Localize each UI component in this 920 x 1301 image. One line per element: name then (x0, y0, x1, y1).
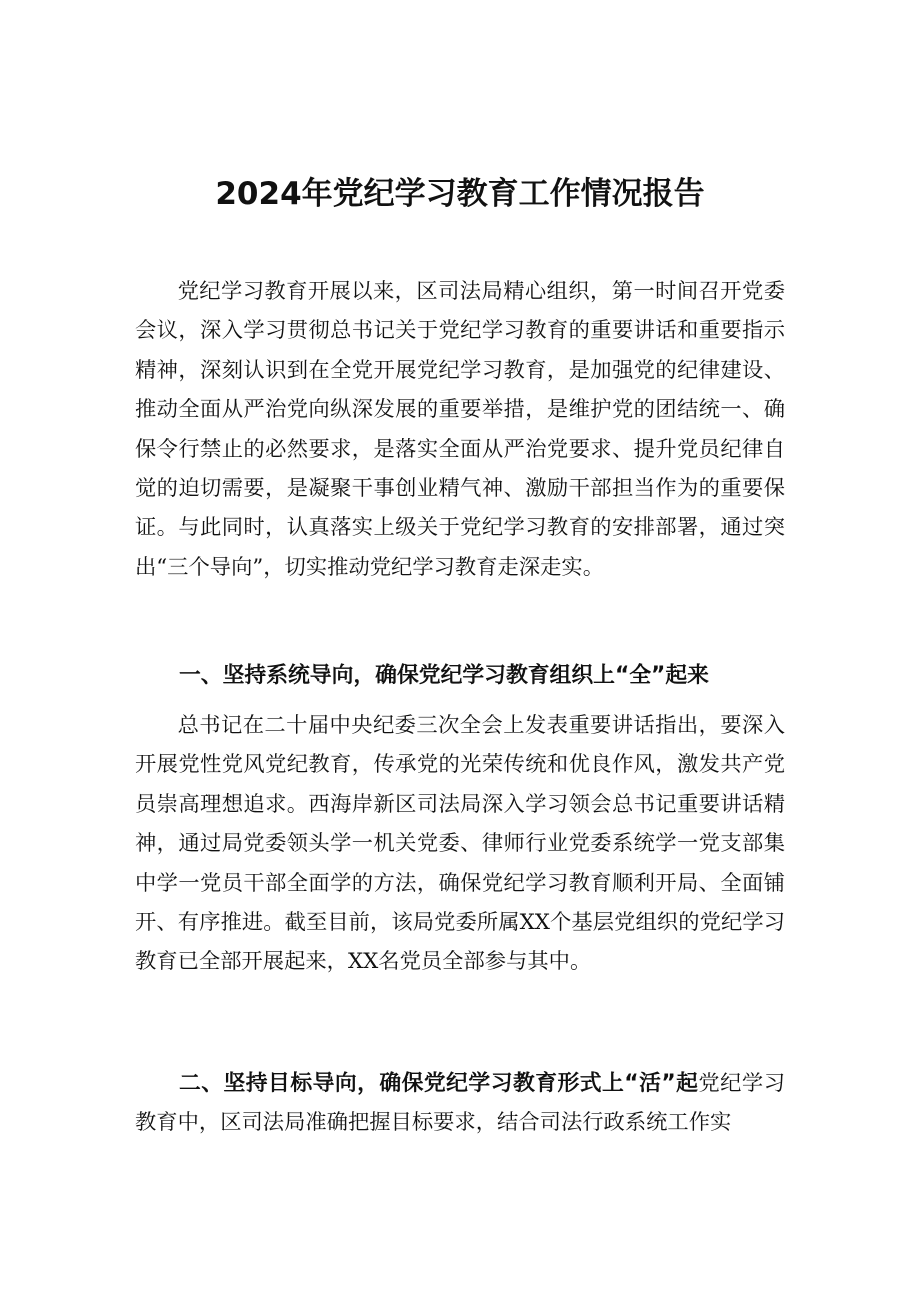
paragraph-section-2 (135, 1064, 785, 1143)
section-heading-1: 一、坚持系统导向，确保党纪学习教育组织上“全”起来 (179, 663, 709, 688)
document-title: 2024年党纪学习教育工作情况报告 (215, 176, 705, 212)
paragraph-section-1: 总书记在二十届中央纪委三次全会上发表重要讲话指出，要深入开展党性党风党纪教育，传承党的光荣传统和优良作风，激发共产党员崇高理想追求。西海岸新区司法局深入学习领会总书记重要讲话精神，通过局党委领头学一机关党委、律师行业党委系统学一党支部集中学一党员干部全面学的方法，确保党纪学习教育顺利开局、全面铺开、有序推进。截至目前，该局党委所属XX个基层党组织的党纪学习教育已全部开展起来，XX名党员全部参与其中。 (135, 713, 785, 975)
paragraph-intro: 党纪学习教育开展以来，区司法局精心组织，第一时间召开党委会议，深入学习贯彻总书记关于党纪学习教育的重要讲话和重要指示精神，深刻认识到在全党开展党纪学习教育，是加强党的纪律建设、推动全面从严治党向纵深发展的重要举措，是维护党的团结统一、确保令行禁止的必然要求，是落实全面从严治党要求、提升党员纪律自觉的迫切需要，是凝聚干事创业精气神、激励干部担当作为的重要保证。与此同时，认真落实上级关于党纪学习教育的安排部署，通过突出“三个导向”，切实推动党纪学习教育走深走实。 (135, 279, 785, 580)
section-heading-2: 二、坚持目标导向，确保党纪学习教育形式上“活”起 (179, 1071, 699, 1096)
paragraph-section-2-text: 党纪学习教育中，区司法局准确把握目标要求，结合司法行政系统工作实 (135, 1071, 785, 1136)
